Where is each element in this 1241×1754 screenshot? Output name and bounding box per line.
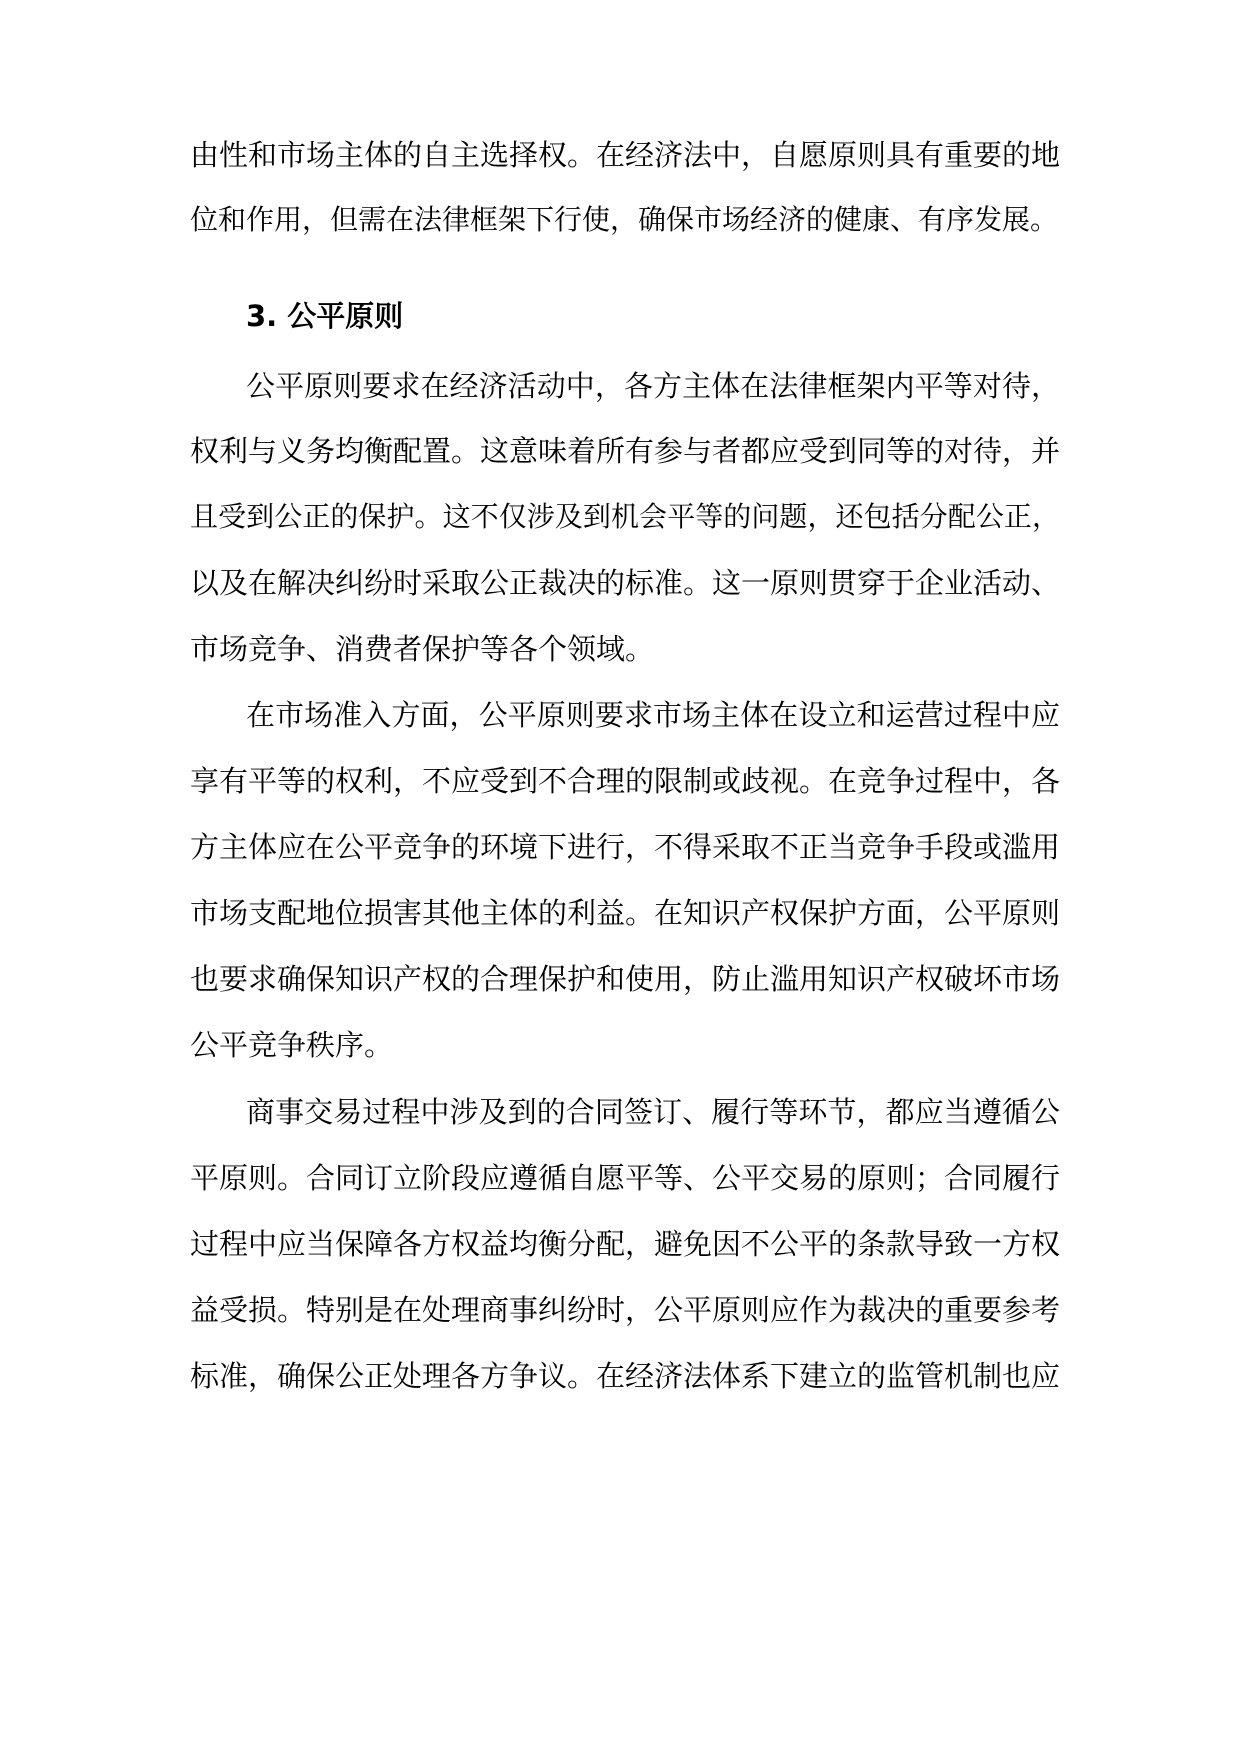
section-heading: 3. 公平原则 [246, 299, 404, 333]
paragraph-3-line-4: 益受损。特别是在处理商事纠纷时，公平原则应作为裁决的重要参考 [190, 1293, 1061, 1327]
paragraph-1-line-5: 市场竞争、消费者保护等各个领域。 [190, 632, 655, 666]
paragraph-3-line-5: 标准，确保公正处理各方争议。在经济法体系下建立的监管机制也应 [190, 1359, 1061, 1393]
continuation-line-2: 位和作用，但需在法律框架下行使，确保市场经济的健康、有序发展。 [190, 203, 1059, 236]
paragraph-1-line-2: 权利与义务均衡配置。这意味着所有参与者都应受到同等的对待，并 [190, 434, 1061, 468]
paragraph-2-line-4: 市场支配地位损害其他主体的利益。在知识产权保护方面，公平原则 [190, 896, 1061, 930]
paragraph-2-line-2: 享有平等的权利，不应受到不合理的限制或歧视。在竞争过程中，各 [190, 764, 1061, 798]
paragraph-2-line-5: 也要求确保知识产权的合理保护和使用，防止滥用知识产权破坏市场 [190, 962, 1061, 996]
paragraph-2-line-1: 在市场准入方面，公平原则要求市场主体在设立和运营过程中应 [246, 698, 1060, 732]
paragraph-3-line-3: 过程中应当保障各方权益均衡分配，避免因不公平的条款导致一方权 [190, 1227, 1061, 1261]
paragraph-3-line-2: 平原则。合同订立阶段应遵循自愿平等、公平交易的原则；合同履行 [190, 1161, 1061, 1195]
paragraph-1-line-1: 公平原则要求在经济活动中，各方主体在法律框架内平等对待， [246, 369, 1060, 403]
continuation-line-1: 由性和市场主体的自主选择权。在经济法中，自愿原则具有重要的地 [190, 138, 1061, 172]
paragraph-2-line-3: 方主体应在公平竞争的环境下进行，不得采取不正当竞争手段或滥用 [190, 830, 1061, 864]
paragraph-1-line-4: 以及在解决纠纷时采取公正裁决的标准。这一原则贯穿于企业活动、 [190, 566, 1061, 600]
paragraph-1-line-3: 且受到公正的保护。这不仅涉及到机会平等的问题，还包括分配公正， [190, 500, 1060, 533]
paragraph-3-line-1: 商事交易过程中涉及到的合同签订、履行等环节，都应当遵循公 [246, 1095, 1060, 1129]
paragraph-2-line-6: 公平竞争秩序。 [190, 1028, 394, 1062]
